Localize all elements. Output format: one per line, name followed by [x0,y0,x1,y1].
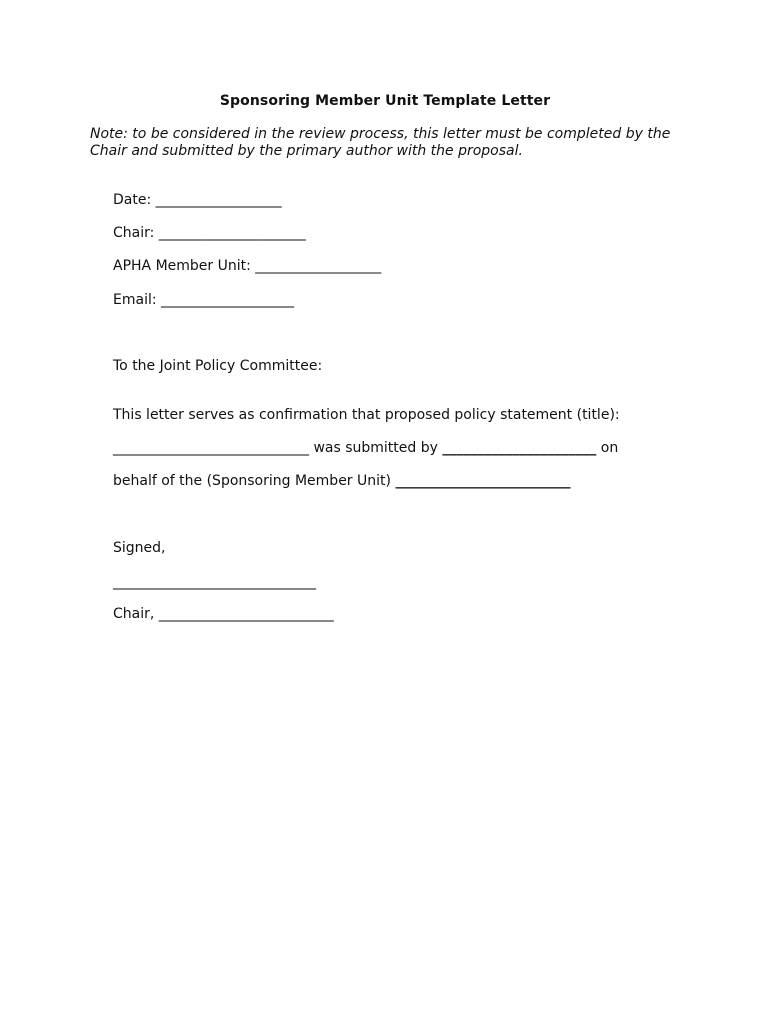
behalf-text: behalf of the (Sponsoring Member Unit) [113,473,396,489]
date-field: Date: __________________ [113,192,282,208]
instruction-note: Note: to be considered in the review process, this letter must be completed by the Chair and submitted by the primary author with the proposal. [90,126,671,159]
member-unit-blank: _________________________ [395,473,571,489]
chair-signature-line: Chair, _________________________ [113,606,334,622]
body-line-2 [113,440,618,457]
email-field: Email: ___________________ [113,292,295,308]
salutation: To the Joint Policy Committee: [113,358,323,374]
body-line-1: This letter serves as confirmation that proposed policy statement (title): [113,407,620,423]
on-text: on [596,440,619,456]
submitted-by-text: was submitted by [309,440,443,456]
chair-field: Chair: _____________________ [113,225,306,241]
body-line-3 [113,473,570,490]
title-blank: ____________________________ [113,440,309,456]
member-unit-field: APHA Member Unit: __________________ [113,258,382,274]
signed-label: Signed, [113,540,166,556]
page-title: Sponsoring Member Unit Template Letter [219,93,551,109]
author-blank: ______________________ [442,440,597,456]
signature-line: _____________________________ [113,574,316,590]
